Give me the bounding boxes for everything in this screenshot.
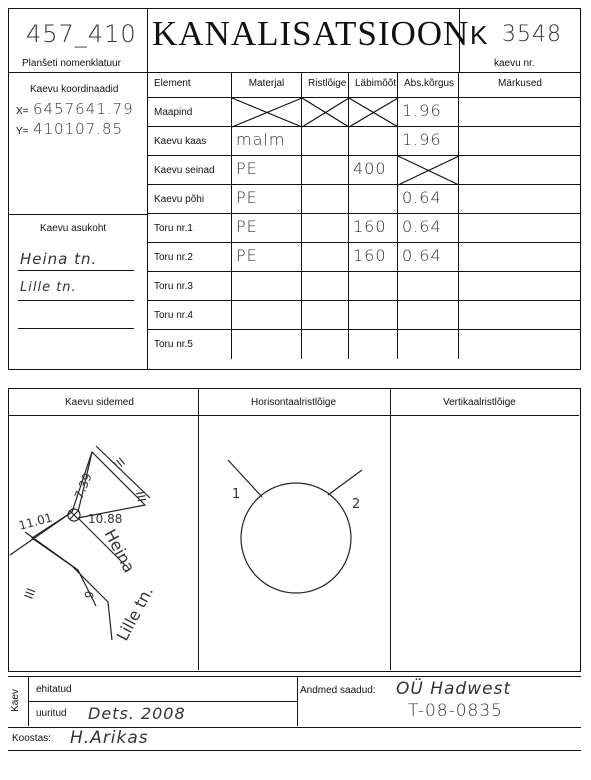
cell-height: 0.64 [398, 185, 459, 214]
data-label: Andmed saadud: [300, 685, 376, 696]
cell-diameter [349, 185, 398, 214]
surveyed-value: Dets. 2008 [88, 704, 186, 723]
cell-height: 0.64 [398, 243, 459, 272]
cell-cross [302, 214, 349, 243]
surveyed-label: uuritud [36, 708, 67, 719]
location-heading: Kaevu asukoht [40, 223, 107, 234]
sheet-caption: Planšeti nomenklatuur [22, 58, 121, 69]
coordinates-heading: Kaevu koordinaadid [30, 84, 119, 95]
well-caption: kaevu nr. [494, 58, 535, 69]
street-label-1: Heina [100, 525, 139, 576]
cell-cross [302, 330, 349, 359]
cell-notes [459, 185, 581, 214]
location-line2: Lille tn. [20, 280, 77, 295]
tie-dist-1: 7.39 [71, 471, 95, 502]
page-title: KANALISATSIOON [152, 14, 470, 53]
house-mark-2: III [133, 490, 149, 503]
row-label: Toru nr.3 [148, 272, 232, 301]
cell-material: PE [232, 185, 302, 214]
cell-diameter [349, 301, 398, 330]
cell-material: PE [232, 214, 302, 243]
cell-cross [302, 98, 349, 127]
underline-2 [18, 300, 134, 301]
sketch-header-line [9, 415, 579, 416]
well-prefix: K [470, 20, 488, 50]
cell-height [398, 156, 459, 185]
cell-cross [302, 127, 349, 156]
cell-diameter [349, 127, 398, 156]
col-header-height: Abs.kõrgus [398, 72, 459, 98]
underline-3 [18, 328, 134, 329]
row-label: Kaevu põhi [148, 185, 232, 214]
cell-diameter: 160 [349, 243, 398, 272]
row-label: Kaevu seinad [148, 156, 232, 185]
sheet-number: 457_410 [26, 20, 137, 48]
sketch-col-line-1 [198, 389, 199, 670]
well-number: 3548 [502, 22, 562, 47]
side-label-box [8, 677, 29, 726]
built-label: ehitatud [36, 684, 72, 695]
cell-diameter: 400 [349, 156, 398, 185]
cell-material: malm [232, 127, 302, 156]
y-coordinate [16, 120, 123, 139]
data-value-1: OÜ Hadwest [396, 679, 512, 699]
cell-height: 1.96 [398, 98, 459, 127]
tie-dist-3: 10.88 [88, 512, 123, 526]
cell-height: 0.64 [398, 214, 459, 243]
x-value: 6457641.79 [32, 100, 134, 118]
cell-cross [302, 301, 349, 330]
sketch-section [8, 388, 581, 672]
cell-height [398, 330, 459, 359]
ties-heading: Kaevu sidemed [65, 397, 134, 408]
house-number: 9 [81, 589, 98, 602]
pipe-2-label: 2 [352, 497, 361, 512]
col-header-element: Element [148, 72, 232, 98]
cell-notes [459, 214, 581, 243]
author-label: Koostas: [12, 733, 51, 744]
cell-diameter [349, 330, 398, 359]
cell-cross [302, 156, 349, 185]
vertical-heading: Vertikaalristlõige [443, 397, 516, 408]
side-label: Kaev [9, 689, 21, 712]
col-header-notes: Märkused [459, 72, 581, 98]
col-header-material: Materjal [232, 72, 302, 98]
y-label: Y= [16, 126, 29, 137]
cell-notes [459, 272, 581, 301]
cell-notes [459, 301, 581, 330]
built-row [28, 677, 298, 702]
location-line1: Heina tn. [20, 250, 98, 268]
cell-diameter [349, 272, 398, 301]
house-mark-3: III [21, 586, 39, 602]
cell-material [232, 98, 302, 127]
cell-height [398, 272, 459, 301]
location-divider [8, 214, 147, 215]
cell-material: PE [232, 156, 302, 185]
author-value: H.Arikas [70, 728, 149, 748]
col-header-diameter: Läbimõõt [349, 72, 398, 98]
data-value-2: T-08-0835 [408, 701, 503, 721]
cell-notes [459, 127, 581, 156]
cell-notes [459, 156, 581, 185]
element-table [148, 72, 581, 370]
cell-material [232, 330, 302, 359]
author-row [8, 727, 581, 751]
cell-cross [302, 243, 349, 272]
underline-1 [18, 270, 134, 271]
house-mark-1: III [110, 454, 129, 473]
cell-material [232, 272, 302, 301]
well-number-cell [459, 8, 581, 73]
street-label-2: Lille tn. [112, 583, 158, 644]
row-label: Toru nr.1 [148, 214, 232, 243]
left-panel [8, 72, 148, 370]
row-label: Toru nr.5 [148, 330, 232, 359]
col-header-cross: Ristlõige [302, 72, 349, 98]
sketch-col-line-2 [390, 389, 391, 670]
row-label: Toru nr.4 [148, 301, 232, 330]
horizontal-heading: Horisontaalristlõige [251, 397, 337, 408]
cell-notes [459, 98, 581, 127]
footer [8, 676, 581, 728]
pipe-1-label: 1 [232, 487, 241, 502]
x-label: X= [16, 106, 29, 117]
y-value: 410107.85 [32, 120, 124, 138]
tie-dist-2: 11.01 [17, 510, 54, 533]
cell-material [232, 301, 302, 330]
row-label: Maapind [148, 98, 232, 127]
cell-material: PE [232, 243, 302, 272]
cell-cross [302, 185, 349, 214]
cell-cross [302, 272, 349, 301]
cell-diameter: 160 [349, 214, 398, 243]
row-label: Toru nr.2 [148, 243, 232, 272]
sheet-number-cell [8, 8, 148, 73]
x-coordinate [16, 100, 134, 119]
surveyed-row [28, 702, 298, 726]
cell-height: 1.96 [398, 127, 459, 156]
row-label: Kaevu kaas [148, 127, 232, 156]
cell-diameter [349, 98, 398, 127]
cell-notes [459, 330, 581, 359]
cell-height [398, 301, 459, 330]
cell-notes [459, 243, 581, 272]
